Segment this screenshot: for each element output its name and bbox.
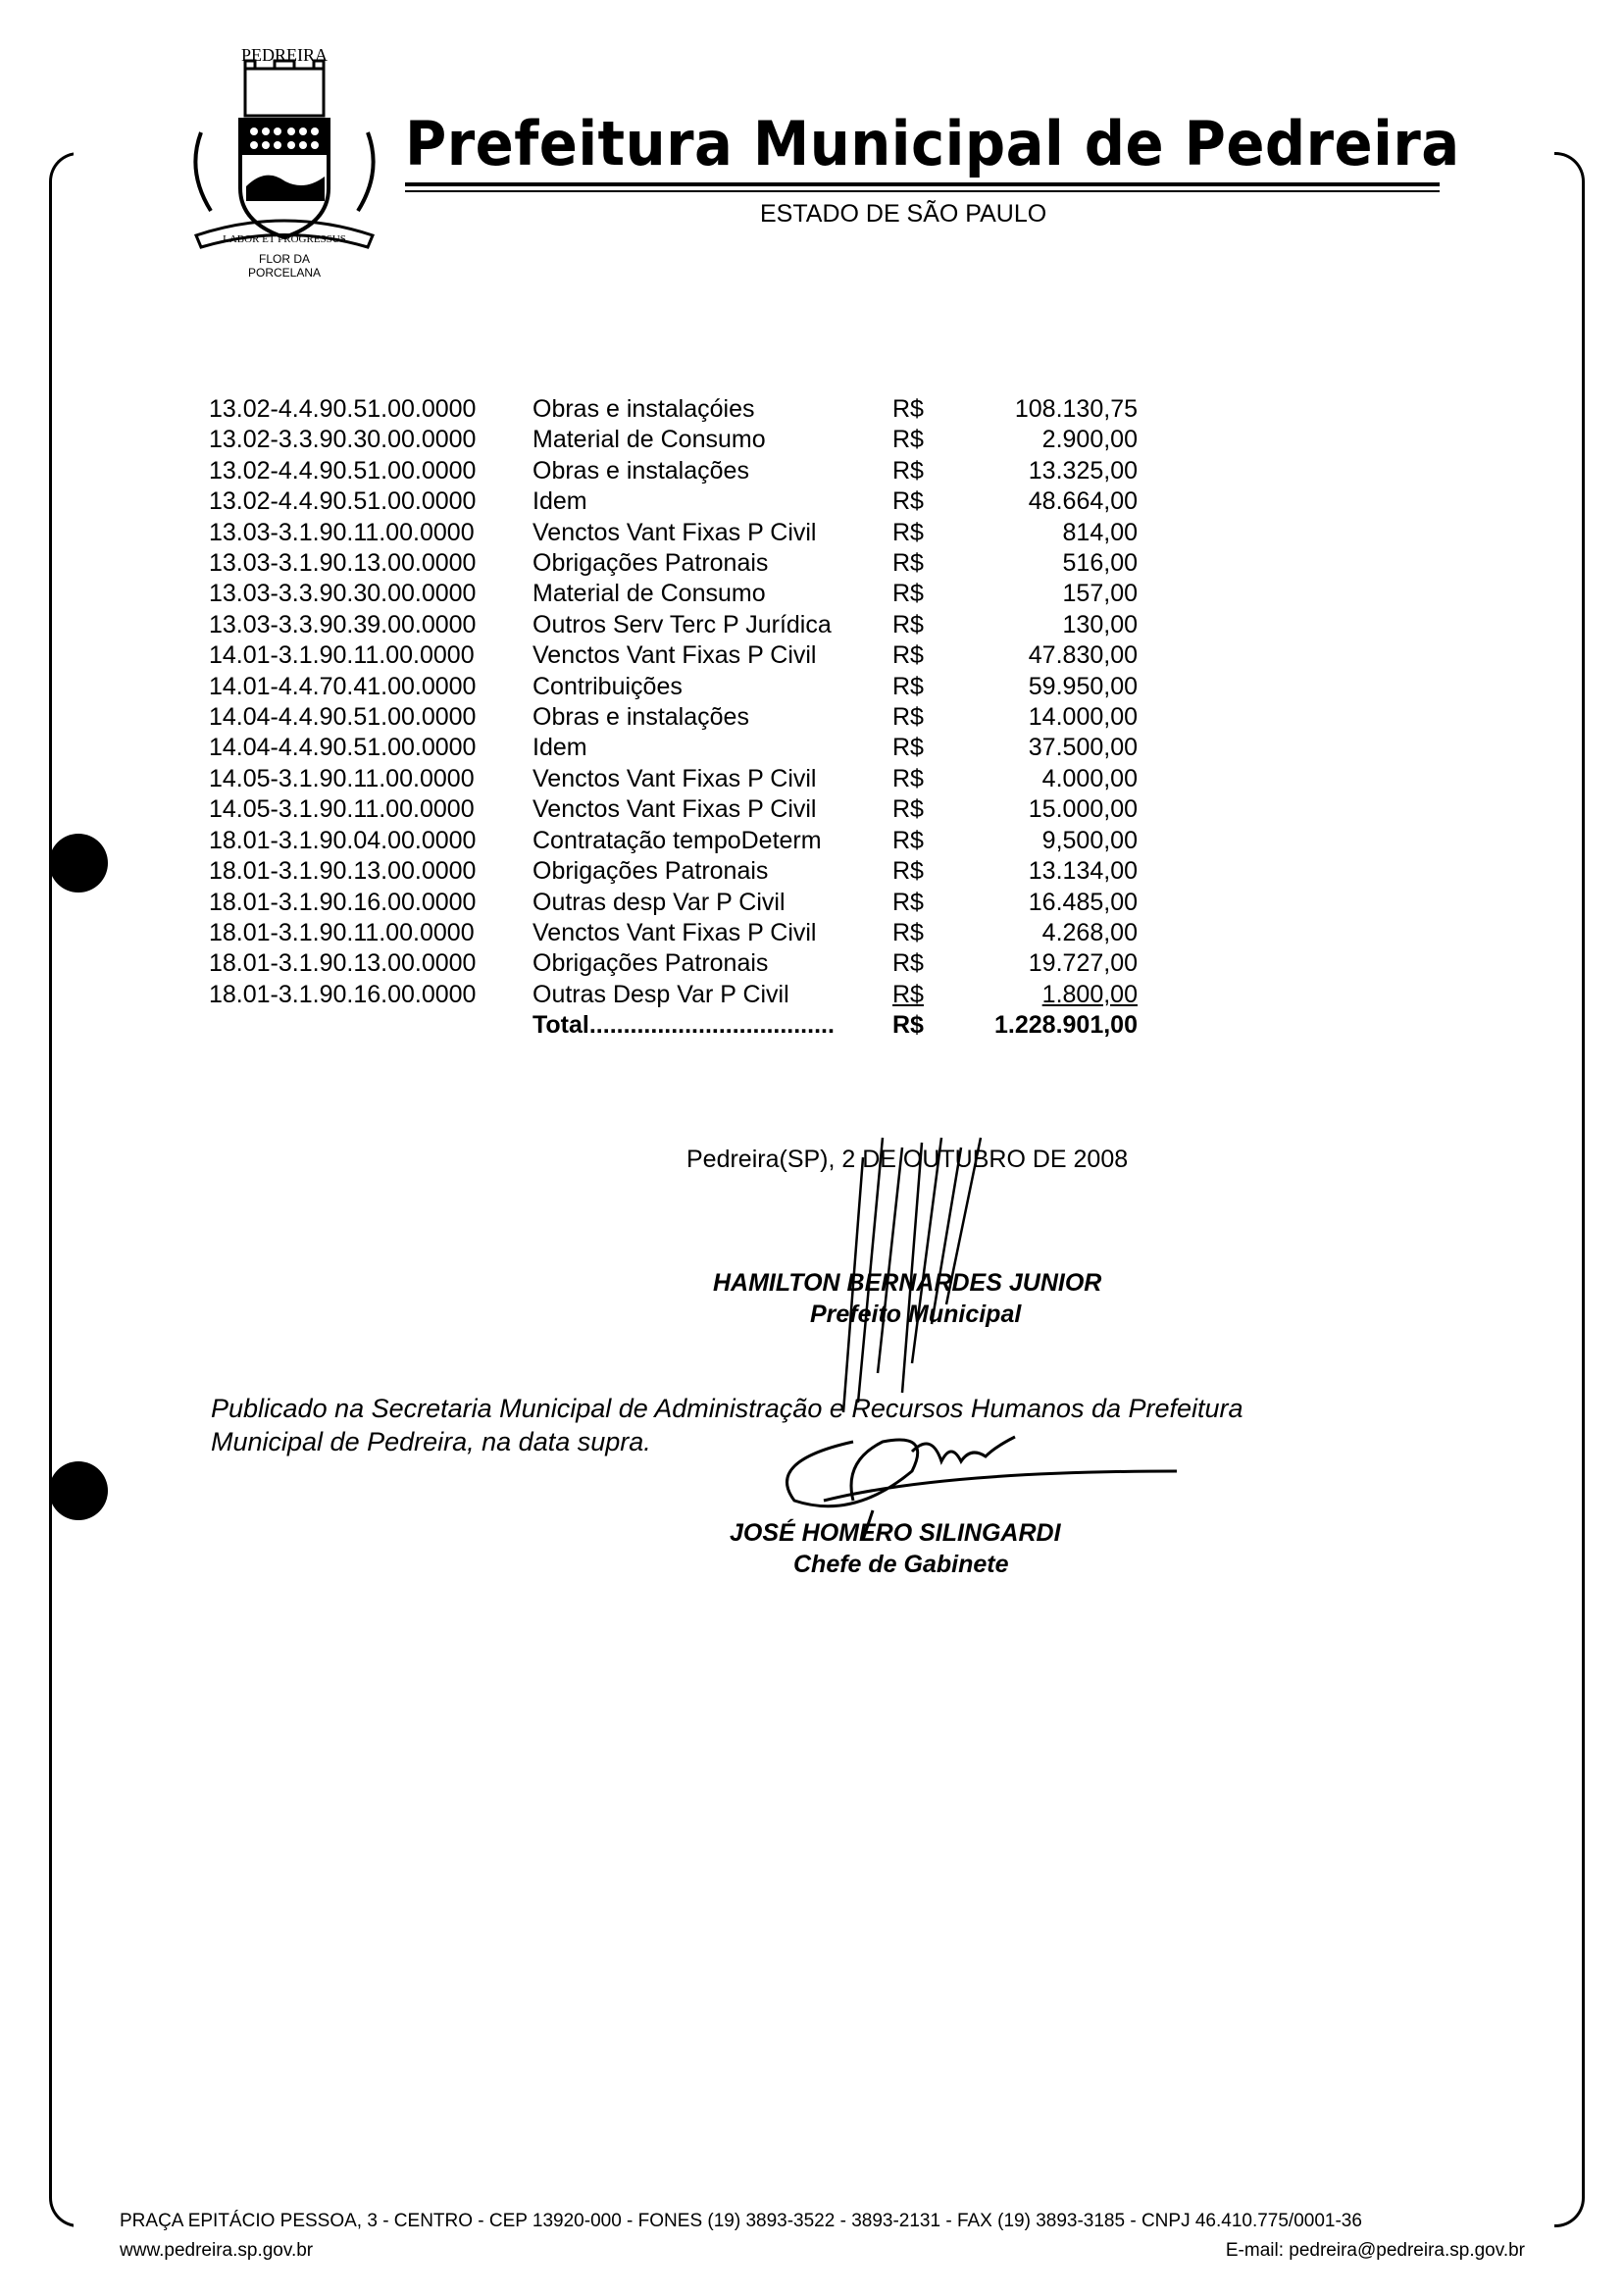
row-code: 14.04-4.4.90.51.00.0000 <box>209 703 477 732</box>
row-amount: 19.727,00 <box>1028 949 1138 978</box>
row-amount: 16.485,00 <box>1028 888 1138 916</box>
table-row <box>209 733 1138 763</box>
row-description: Material de Consumo <box>533 580 766 608</box>
row-description: Venctos Vant Fixas P Civil <box>533 518 817 546</box>
row-amount: 4.268,00 <box>1041 918 1138 946</box>
row-code: 13.03-3.3.90.39.00.0000 <box>209 610 477 638</box>
title-rule-thin <box>405 190 1440 192</box>
table-row <box>209 826 1138 856</box>
title-rule <box>405 182 1440 186</box>
table-row <box>209 518 1138 548</box>
row-amount: 13.325,00 <box>1028 456 1138 485</box>
row-amount: 108.130,75 <box>1014 395 1138 423</box>
row-code: 14.05-3.1.90.11.00.0000 <box>209 795 475 824</box>
mayor-name: HAMILTON BERNARDES JUNIOR <box>713 1269 1102 1297</box>
row-currency: R$ <box>892 549 924 578</box>
row-description: Obrigações Patronais <box>533 549 769 578</box>
row-code: 18.01-3.1.90.16.00.0000 <box>209 888 477 916</box>
row-currency: R$ <box>892 795 924 824</box>
row-amount: 37.500,00 <box>1028 734 1138 762</box>
place-date: Pedreira(SP), 2 DE OUTUBRO DE 2008 <box>686 1146 1129 1173</box>
row-code: 13.02-4.4.90.51.00.0000 <box>209 395 477 423</box>
row-code: 13.02-4.4.90.51.00.0000 <box>209 487 477 516</box>
row-code: 14.05-3.1.90.11.00.0000 <box>209 764 475 792</box>
table-row <box>209 548 1138 579</box>
table-row <box>209 456 1138 486</box>
table-row <box>209 918 1138 948</box>
svg-text:PEDREIRA: PEDREIRA <box>240 45 329 65</box>
row-code: 14.01-3.1.90.11.00.0000 <box>209 641 475 670</box>
table-row <box>209 579 1138 609</box>
row-description: Obrigações Patronais <box>533 857 769 886</box>
row-currency: R$ <box>892 580 924 608</box>
row-description: Obras e instalaçóies <box>533 395 755 423</box>
published-note-line2: Municipal de Pedreira, na data supra. <box>211 1427 651 1456</box>
row-description: Contribuições <box>533 672 683 700</box>
table-row <box>209 425 1138 455</box>
row-currency: R$ <box>892 703 924 732</box>
svg-text:LABOR ET PROGRESSUS: LABOR ET PROGRESSUS <box>223 233 346 245</box>
table-row <box>209 888 1138 918</box>
row-amount: 4.000,00 <box>1041 764 1138 792</box>
punch-hole <box>49 834 108 893</box>
published-note-line1: Publicado na Secretaria Municipal de Administração e Recursos Humanos da Prefeitura <box>211 1394 1243 1423</box>
row-amount: 9,500,00 <box>1041 826 1138 854</box>
table-row <box>209 394 1138 425</box>
table-row <box>209 640 1138 671</box>
chief-name: JOSÉ HOMERO SILINGARDI <box>730 1519 1061 1547</box>
row-currency: R$ <box>892 610 924 638</box>
row-currency: R$ <box>892 918 924 946</box>
row-amount: 2.900,00 <box>1041 426 1138 454</box>
footer-email[interactable]: E-mail: pedreira@pedreira.sp.gov.br <box>1225 2240 1525 2261</box>
row-currency: R$ <box>892 518 924 546</box>
page-frame-right <box>1552 152 1585 2227</box>
row-amount: 59.950,00 <box>1028 672 1138 700</box>
row-description: Obrigações Patronais <box>533 949 769 978</box>
row-code: 13.03-3.1.90.13.00.0000 <box>209 549 477 578</box>
mayor-title: Prefeito Municipal <box>810 1301 1022 1328</box>
row-code: 14.01-4.4.70.41.00.0000 <box>209 672 477 700</box>
row-amount: 157,00 <box>1062 580 1138 608</box>
row-description: Contratação tempoDeterm <box>533 826 822 854</box>
budget-table <box>209 394 1138 1042</box>
row-currency: R$ <box>892 888 924 916</box>
row-description: Venctos Vant Fixas P Civil <box>533 764 817 792</box>
total-label: Total.................................... <box>533 1011 835 1040</box>
row-amount: 1.800,00 <box>1041 980 1138 1008</box>
row-currency: R$ <box>892 426 924 454</box>
row-code: 13.03-3.1.90.11.00.0000 <box>209 518 475 546</box>
row-code: 18.01-3.1.90.13.00.0000 <box>209 857 477 886</box>
row-amount: 130,00 <box>1062 610 1138 638</box>
row-currency: R$ <box>892 641 924 670</box>
chief-title: Chefe de Gabinete <box>793 1551 1009 1578</box>
row-currency: R$ <box>892 949 924 978</box>
row-currency: R$ <box>892 672 924 700</box>
page-frame-left <box>49 152 81 2227</box>
row-amount: 14.000,00 <box>1028 703 1138 732</box>
row-code: 18.01-3.1.90.04.00.0000 <box>209 826 477 854</box>
row-amount: 814,00 <box>1062 518 1138 546</box>
total-amount: 1.228.901,00 <box>994 1011 1138 1040</box>
page-subtitle: ESTADO DE SÃO PAULO <box>760 200 1047 228</box>
table-row <box>209 486 1138 517</box>
row-code: 18.01-3.1.90.16.00.0000 <box>209 980 477 1008</box>
row-currency: R$ <box>892 980 924 1008</box>
svg-text:FLOR DA: FLOR DA <box>258 252 311 266</box>
row-description: Outros Serv Terc P Jurídica <box>533 610 832 638</box>
row-description: Idem <box>533 487 587 516</box>
footer-address: PRAÇA EPITÁCIO PESSOA, 3 - CENTRO - CEP 13920-000 - FONES (19) 3893-3522 - 3893-2131 - FAX (19) 3893-3185 - CNPJ 46.410.775/0001-36 <box>120 2211 1362 2231</box>
row-currency: R$ <box>892 395 924 423</box>
row-amount: 48.664,00 <box>1028 487 1138 516</box>
row-description: Obras e instalações <box>533 703 749 732</box>
row-amount: 47.830,00 <box>1028 641 1138 670</box>
row-code: 13.03-3.3.90.30.00.0000 <box>209 580 477 608</box>
row-amount: 516,00 <box>1062 549 1138 578</box>
row-description: Material de Consumo <box>533 426 766 454</box>
row-currency: R$ <box>892 764 924 792</box>
total-currency: R$ <box>892 1011 924 1040</box>
table-row <box>209 610 1138 640</box>
row-description: Outras desp Var P Civil <box>533 888 786 916</box>
row-amount: 15.000,00 <box>1028 795 1138 824</box>
row-description: Outras Desp Var P Civil <box>533 980 789 1008</box>
table-row <box>209 856 1138 887</box>
table-row <box>209 764 1138 794</box>
table-row <box>209 672 1138 702</box>
row-code: 14.04-4.4.90.51.00.0000 <box>209 734 477 762</box>
punch-hole <box>49 1461 108 1520</box>
page-title: Prefeitura Municipal de Pedreira <box>405 108 1460 179</box>
row-code: 13.02-4.4.90.51.00.0000 <box>209 456 477 485</box>
municipal-crest-logo <box>181 39 387 280</box>
footer-website[interactable]: www.pedreira.sp.gov.br <box>120 2240 314 2261</box>
row-amount: 13.134,00 <box>1028 857 1138 886</box>
row-currency: R$ <box>892 826 924 854</box>
svg-text:PORCELANA: PORCELANA <box>247 266 322 280</box>
row-description: Obras e instalações <box>533 456 749 485</box>
table-row <box>209 980 1138 1010</box>
row-description: Venctos Vant Fixas P Civil <box>533 641 817 670</box>
row-code: 13.02-3.3.90.30.00.0000 <box>209 426 477 454</box>
total-row <box>209 1010 1138 1041</box>
row-currency: R$ <box>892 456 924 485</box>
table-row <box>209 948 1138 979</box>
row-description: Venctos Vant Fixas P Civil <box>533 795 817 824</box>
row-code: 18.01-3.1.90.11.00.0000 <box>209 918 475 946</box>
row-description: Idem <box>533 734 587 762</box>
table-row <box>209 702 1138 733</box>
row-currency: R$ <box>892 487 924 516</box>
row-currency: R$ <box>892 857 924 886</box>
row-description: Venctos Vant Fixas P Civil <box>533 918 817 946</box>
row-code: 18.01-3.1.90.13.00.0000 <box>209 949 477 978</box>
row-currency: R$ <box>892 734 924 762</box>
table-row <box>209 794 1138 825</box>
